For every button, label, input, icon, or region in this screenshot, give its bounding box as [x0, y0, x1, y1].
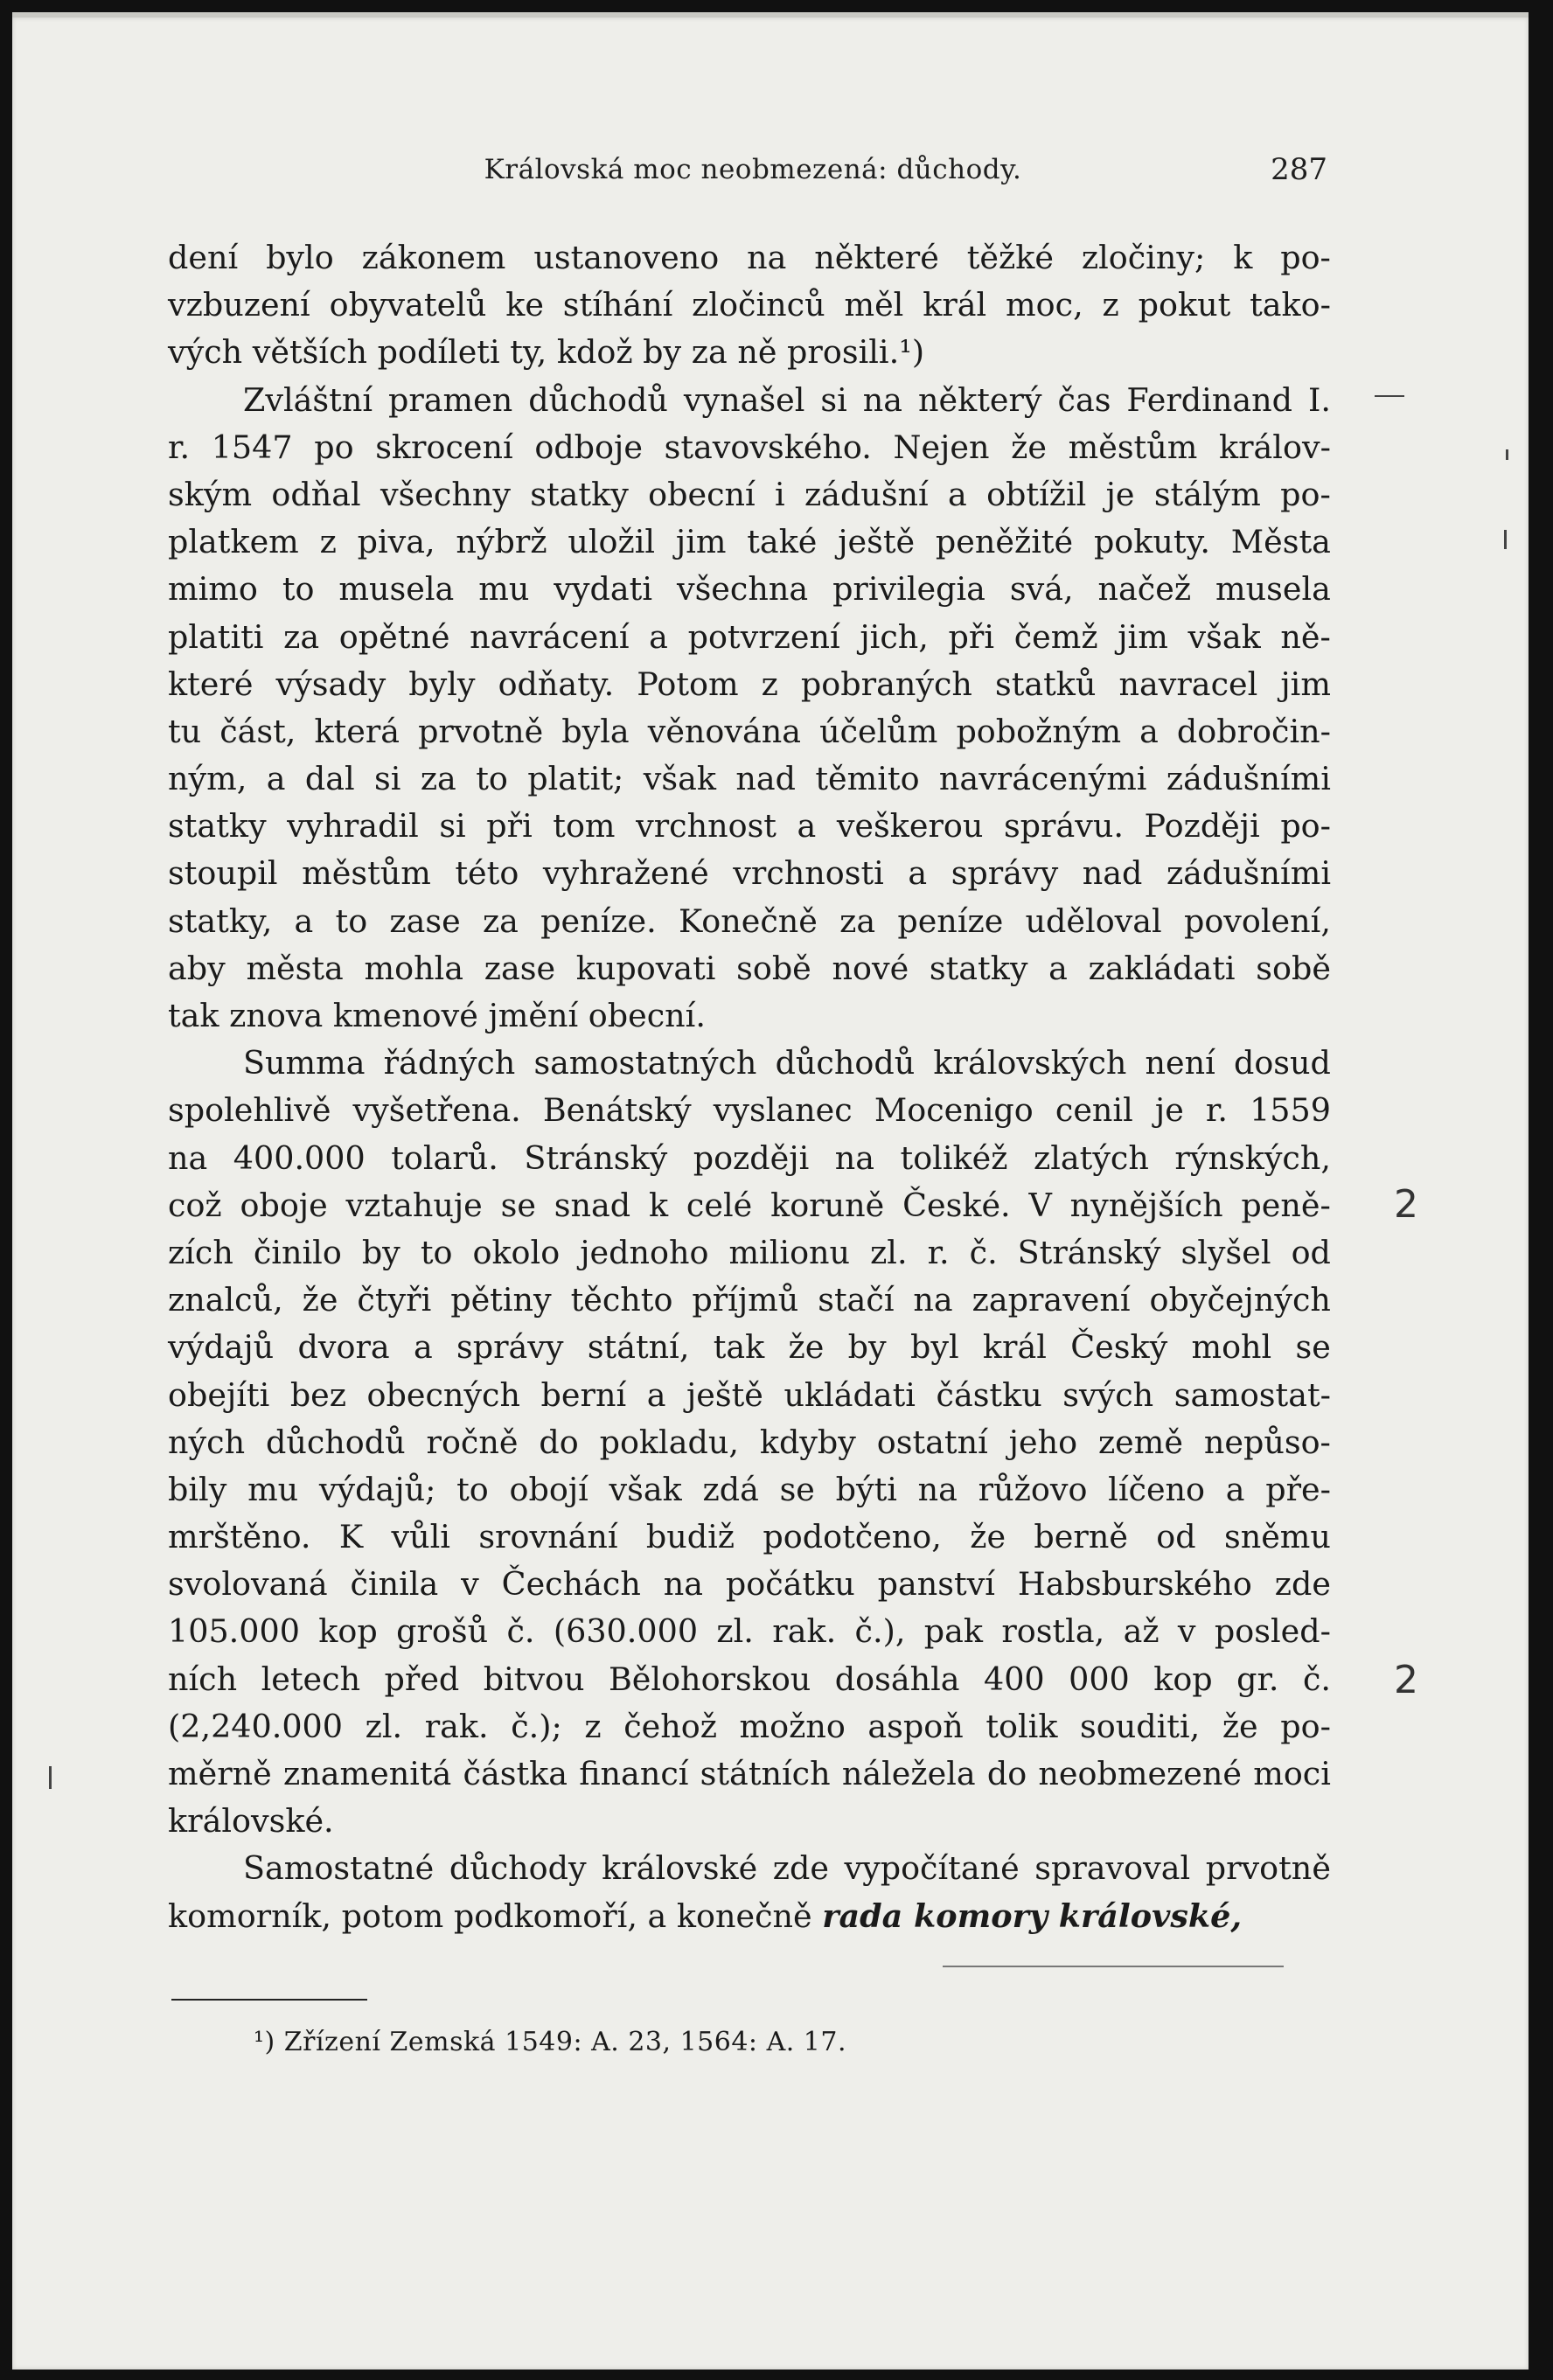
text-line: stoupil městům této vyhražené vrchnosti a správy nad zádušními — [168, 854, 1331, 893]
text-line: měrně znamenitá částka financí státních náležela do neobmezené moci — [168, 1755, 1331, 1792]
text-line: což oboje vztahuje se snad k celé koruně České. V nynějších peně- — [168, 1186, 1331, 1224]
page-number: 287 — [1271, 152, 1327, 187]
margin-pencil-mark — [1504, 530, 1507, 549]
text-line: platiti za opětné navrácení a potvrzení jich, při čemž jim však ně- — [168, 617, 1331, 656]
text-line: tu část, která prvotně byla věnována účelům pobožným a dobročin- — [168, 712, 1331, 750]
text-line: r. 1547 po skrocení odboje stavovského. Nejen že městům králov- — [168, 428, 1331, 466]
margin-pencil-mark — [1506, 449, 1508, 460]
text-line: zích činilo by to okolo jednoho milionu zl. r. č. Stránský slyšel od — [168, 1233, 1331, 1271]
text-line: královské. — [168, 1802, 334, 1841]
margin-note-handwritten: 2 — [1394, 1658, 1418, 1702]
emphasized-term: rada komory královské, — [822, 1896, 1243, 1935]
text-line: které výsady byly odňaty. Potom z pobraných statků navracel jim — [168, 665, 1331, 703]
text-line: obejíti bez obecných berní a ještě ukládati částku svých samostat- — [168, 1375, 1331, 1414]
underline-pencil-mark — [943, 1966, 1284, 1967]
text-line: znalců, že čtyři pětiny těchto příjmů stačí na zapravení obyčejných — [168, 1281, 1331, 1319]
text-line: (2,240.000 zl. rak. č.); z čehož možno aspoň tolik souditi, že po- — [168, 1707, 1331, 1745]
running-title: Královská moc neobmezená: důchody. — [484, 154, 1022, 185]
text-line: vých větších podíleti ty, kdož by za ně prosili.¹) — [168, 333, 925, 372]
text-line: svolovaná činila v Čechách na počátku panství Habsburského zde — [168, 1565, 1331, 1604]
text-line: ským odňal všechny statky obecní i zádušní a obtížil je stálým po- — [168, 475, 1331, 513]
text-line: spolehlivě vyšetřena. Benátský vyslanec Mocenigo cenil je r. 1559 — [168, 1091, 1331, 1130]
text-line: ných důchodů ročně do pokladu, kdyby ostatní jeho země nepůso- — [168, 1423, 1331, 1461]
text-line: 105.000 kop grošů č. (630.000 zl. rak. č.), pak rostla, až v posled- — [168, 1612, 1331, 1651]
text-line: vzbuzení obyvatelů ke stíhání zločinců měl král moc, z pokut tako- — [168, 286, 1331, 324]
margin-pencil-mark — [49, 1766, 52, 1789]
text-line: mrštěno. K vůli srovnání budiž podotčeno, že berně od sněmu — [168, 1518, 1331, 1556]
footnote-rule — [171, 1999, 367, 2001]
text-line: ným, a dal si za to platit; však nad těmito navrácenými zádušními — [168, 760, 1331, 798]
text-line: dení bylo zákonem ustanoveno na některé těžké zločiny; k po- — [168, 239, 1331, 276]
text-line: výdajů dvora a správy státní, tak že by byl král Český mohl se — [168, 1328, 1331, 1367]
text-line: Samostatné důchody královské zde vypočítané spravoval prvotně — [243, 1849, 1331, 1888]
text-line: aby města mohla zase kupovati sobě nové statky a zakládati sobě — [168, 949, 1331, 987]
text-line: statky, a to zase za peníze. Konečně za peníze uděloval povolení, — [168, 901, 1331, 940]
text-line: mimo to musela mu vydati všechna privilegia svá, načež musela — [168, 570, 1331, 609]
text-line: statky vyhradil si při tom vrchnost a veškerou správu. Později po- — [168, 807, 1331, 846]
text-line: Zvláštní pramen důchodů vynašel si na některý čas Ferdinand I. — [243, 380, 1331, 419]
text-line: bily mu výdajů; to obojí však zdá se býti na růžovo líčeno a pře- — [168, 1470, 1331, 1508]
text-line: tak znova kmenové jmění obecní. — [168, 997, 706, 1034]
footnote: ¹) Zřízení Zemská 1549: A. 23, 1564: A. 17. — [254, 2027, 847, 2057]
margin-pencil-mark — [1375, 395, 1404, 397]
text-line: platkem z piva, nýbrž uložil jim také ještě peněžité pokuty. Města — [168, 523, 1331, 561]
margin-note-handwritten: 2 — [1394, 1182, 1418, 1227]
text-line: ních letech před bitvou Bělohorskou dosáhla 400 000 kop gr. č. — [168, 1660, 1331, 1698]
text-line: na 400.000 tolarů. Stránský později na tolikéž zlatých rýnských, — [168, 1138, 1331, 1177]
text-line: Summa řádných samostatných důchodů královských není dosud — [243, 1044, 1331, 1082]
text-line-plain: komorník, potom podkomoří, a konečně — [168, 1896, 823, 1935]
body-text — [168, 234, 1331, 1940]
text-line — [168, 1893, 1331, 1940]
page-header — [171, 154, 1334, 189]
